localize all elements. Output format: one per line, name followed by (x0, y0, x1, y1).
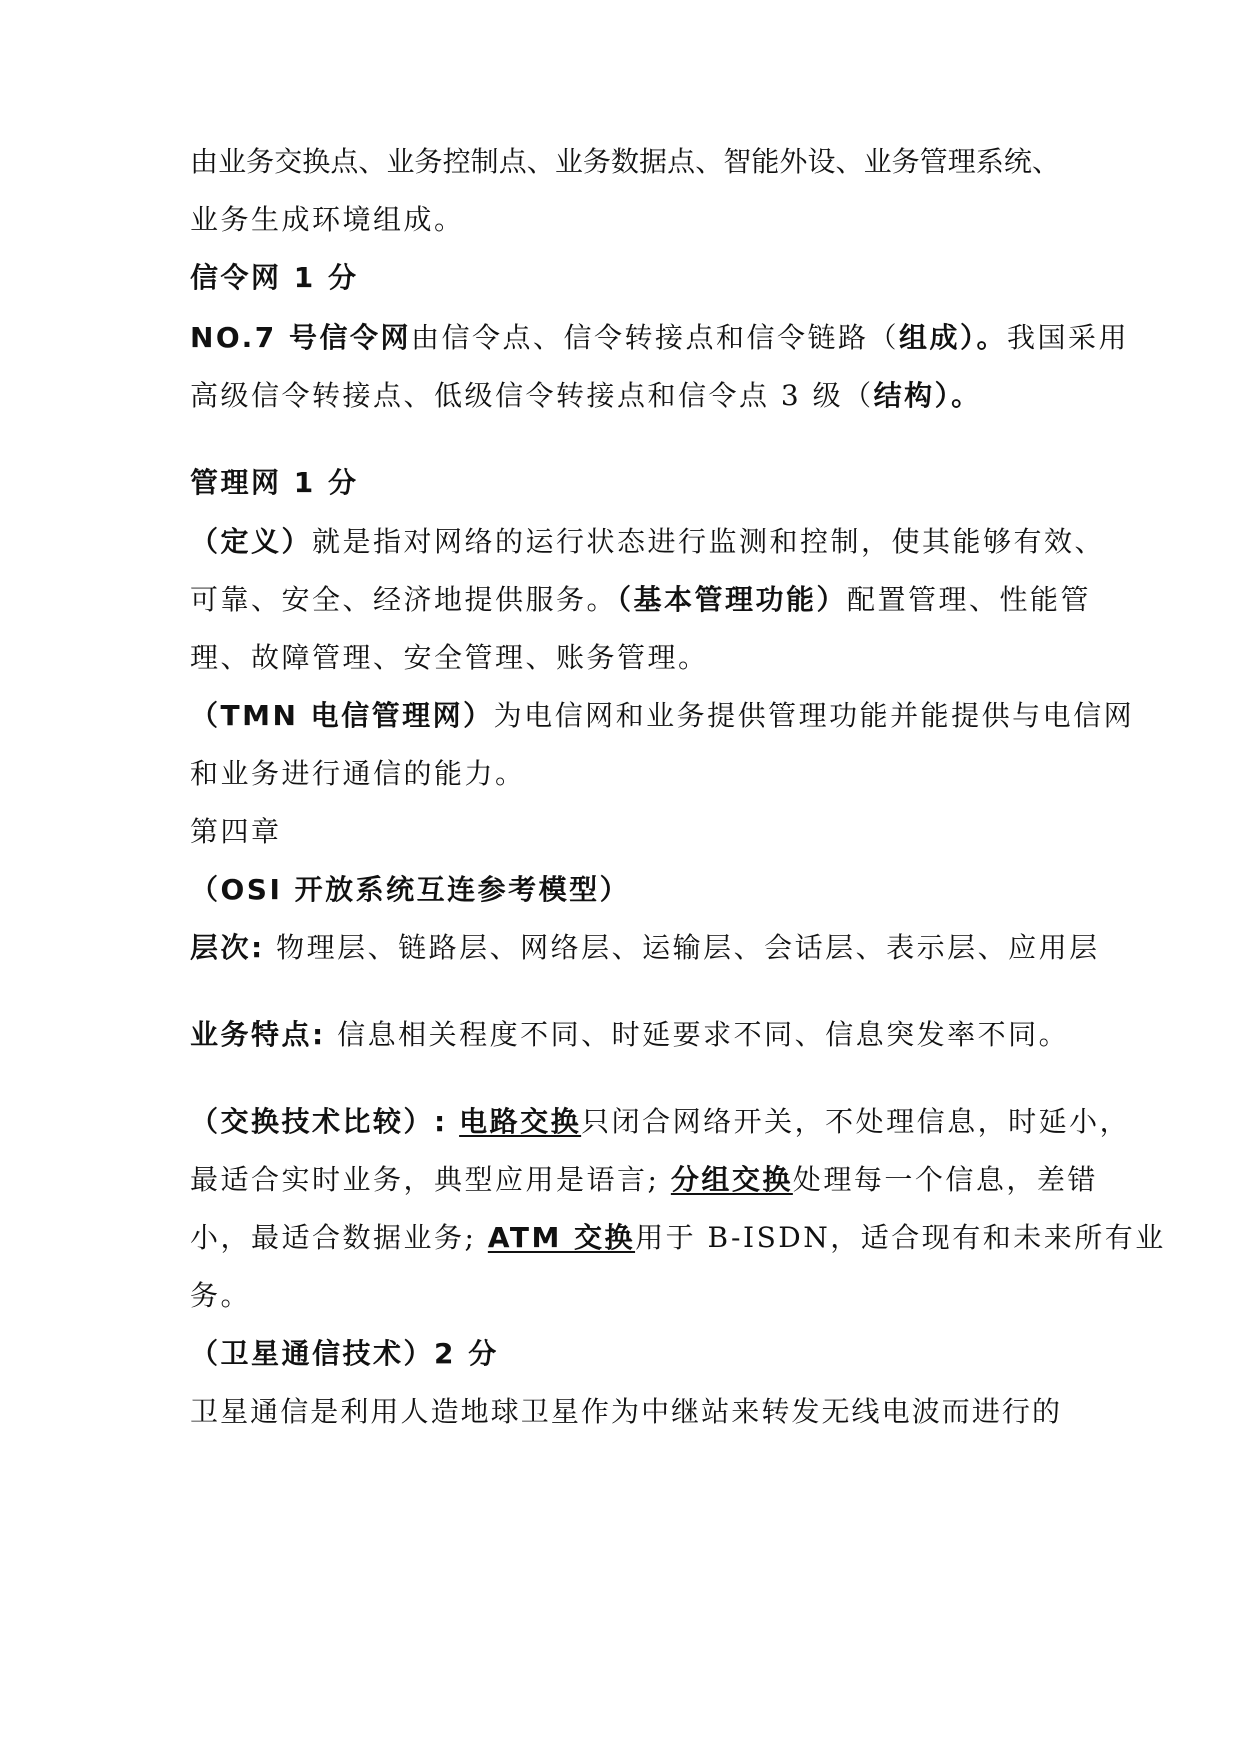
text: 只闭合网络开关，不处理信息，时延小， (581, 1105, 1131, 1138)
term-tmn: （TMN 电信管理网） (190, 699, 494, 732)
text: 信息相关程度不同、时延要求不同、信息突发率不同。 (337, 1018, 1070, 1051)
paragraph-line (190, 1218, 1166, 1258)
label: 层次: (190, 931, 265, 964)
paragraph-line: 业务生成环境组成。 (190, 203, 465, 236)
term: 结构）。 (873, 379, 982, 412)
label: 业务特点: (190, 1018, 326, 1051)
paragraph-line (190, 318, 1130, 358)
paragraph-line: 务。 (190, 1279, 252, 1312)
paragraph-line (190, 580, 1092, 620)
chapter-heading: 第四章 (190, 815, 282, 848)
section-heading-management: 管理网 1 分 (190, 466, 359, 499)
text: 就是指对网络的运行状态进行监测和控制，使其能够有效、 (312, 525, 1106, 558)
paragraph-line (190, 376, 1060, 416)
paragraph-line: 和业务进行通信的能力。 (190, 757, 526, 790)
text: 可靠、安全、经济地提供服务。 (190, 583, 618, 616)
term: （定义） (190, 525, 313, 558)
text: 小，最适合数据业务; (190, 1221, 477, 1254)
paragraph-line: 理、故障管理、安全管理、账务管理。 (190, 641, 709, 674)
text: 为电信网和业务提供管理功能并能提供与电信网 (493, 699, 1135, 732)
term: （基本管理功能） (617, 583, 848, 616)
text: 我国采用 (1007, 321, 1130, 354)
text: 处理每一个信息，差错 (792, 1163, 1098, 1196)
text: 物理层、链路层、网络层、运输层、会话层、表示层、应用层 (276, 931, 1100, 964)
paragraph-line: 卫星通信是利用人造地球卫星作为中继站来转发无线电波而进行的 (190, 1395, 1060, 1428)
term: 组成）。 (899, 321, 1008, 354)
section-heading-signaling: 信令网 1 分 (190, 261, 359, 294)
paragraph-line: 由业务交换点、业务控制点、业务数据点、智能外设、业务管理系统、 (190, 145, 1060, 178)
text: 最适合实时业务，典型应用是语言; (190, 1163, 660, 1196)
paragraph-line (190, 1015, 1070, 1055)
paragraph-line (190, 696, 1135, 736)
term-packet-switching: 分组交换 (670, 1163, 793, 1196)
term-circuit-switching: 电路交换 (459, 1105, 582, 1138)
text: 高级信令转接点、低级信令转接点和信令点 3 级（ (190, 379, 874, 412)
section-heading-osi: （OSI 开放系统互连参考模型） (190, 873, 631, 906)
paragraph-line (190, 522, 1106, 562)
text: 用于 B-ISDN，适合现有和未来所有业 (635, 1221, 1166, 1254)
text: 由信令点、信令转接点和信令链路（ (411, 321, 900, 354)
paragraph-line (190, 928, 1100, 968)
text: 配置管理、性能管 (847, 583, 1092, 616)
label: （交换技术比较）: (190, 1105, 448, 1138)
term-atm-switching: ATM 交换 (487, 1221, 636, 1254)
paragraph-line (190, 1102, 1131, 1142)
term-no7: NO.7 号信令网 (190, 321, 411, 354)
section-heading-satellite: （卫星通信技术）2 分 (190, 1337, 499, 1370)
paragraph-line (190, 1160, 1098, 1200)
